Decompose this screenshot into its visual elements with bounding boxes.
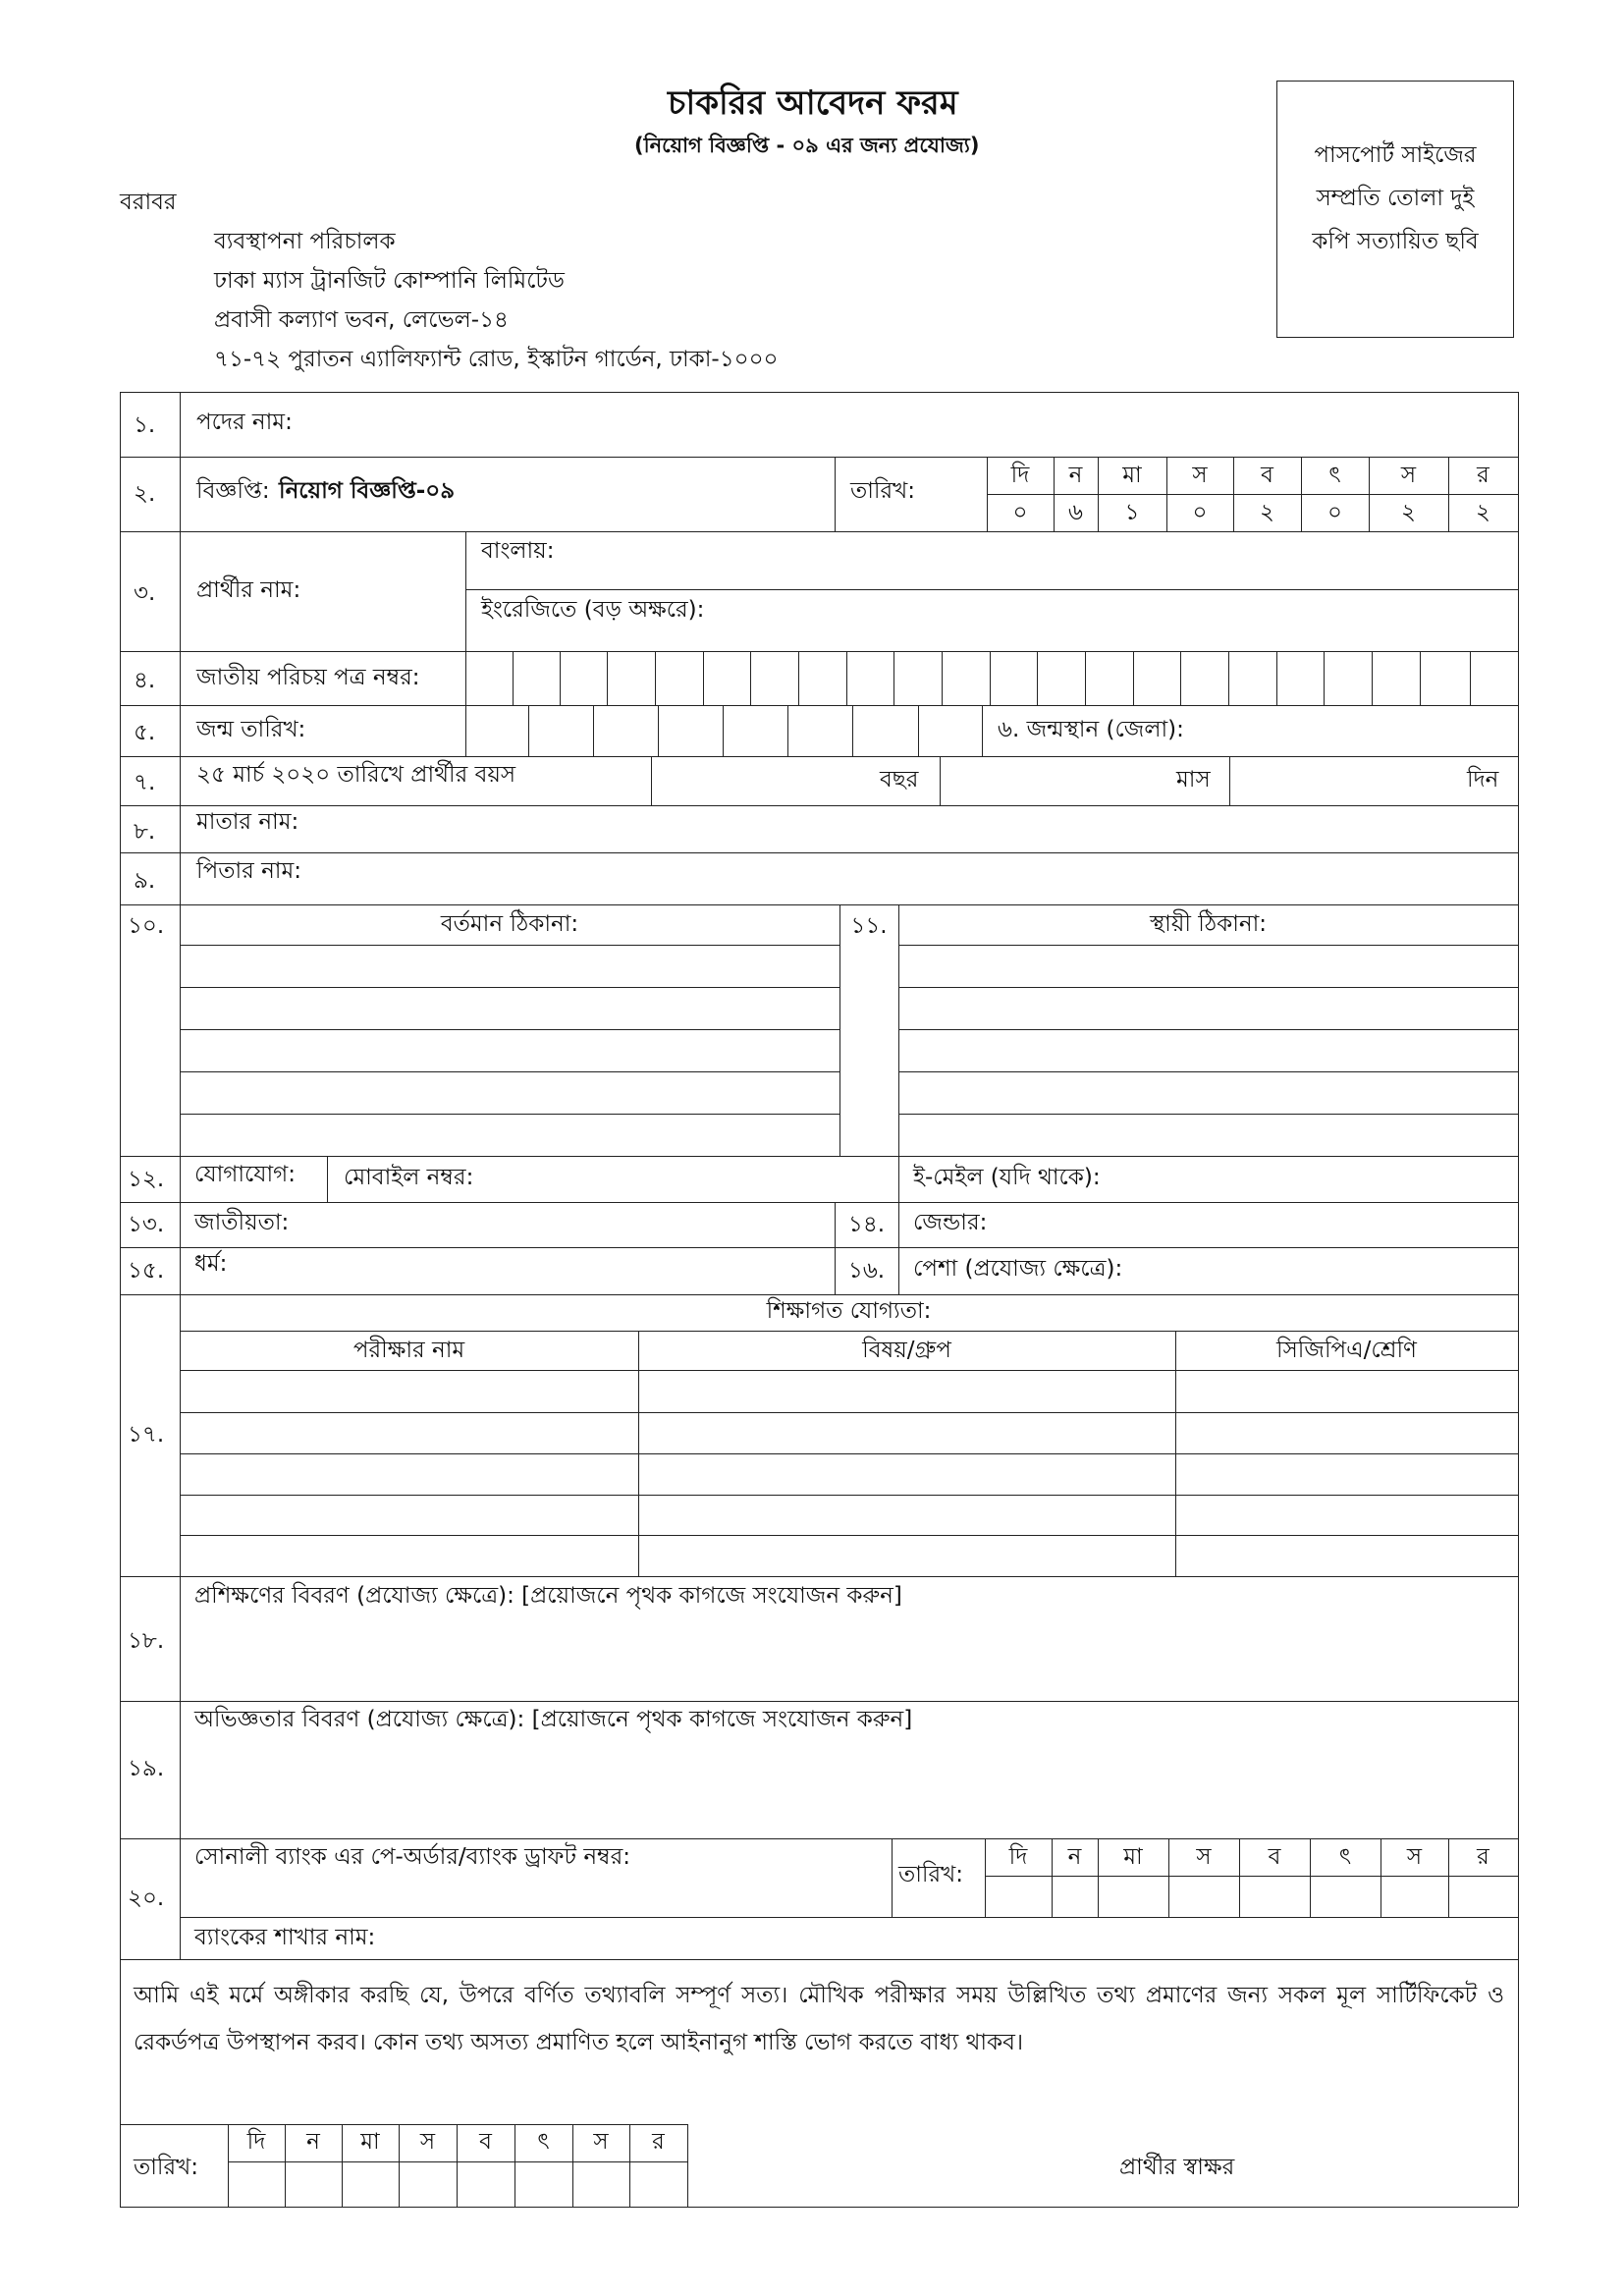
payorder-date-label: তারিখ: [898,1862,964,1887]
nationality-label: জাতীয়তা: [194,1210,290,1235]
photo-box [1276,81,1514,338]
photo-box-line-2: সম্প্রতি তোলা দুই [1316,186,1475,211]
permanent-address-label: স্থায়ী ঠিকানা: [1149,911,1268,937]
row-7-number: ৭. [134,770,156,795]
row-12-number: ১২. [128,1167,165,1192]
mother-name-label: মাতার নাম: [196,809,299,835]
occupation-label: পেশা (প্রযোজ্য ক্ষেত্রে): [913,1256,1123,1282]
declaration-text: আমি এই মর্মে অঙ্গীকার করছি যে, উপরে বর্ণিত তথ্যাবলি সম্পূর্ণ সত্য। মৌখিক পরীক্ষার সময় উল্লিখিত তথ্য প্রমাণের জন্য সকল মূল সার্টিফিকেট ও রেকর্ডপত্র উপস্থাপন করব। কোন তথ্য অসত্য প্রমাণিত হলে আইনানুগ শাস্তি ভোগ করতে বাধ্য থাকব। [134,1983,1504,2055]
footer-date-header-3: মা [360,2129,380,2155]
education-col-cgpa: সিজিপিএ/শ্রেণি [1276,1338,1417,1363]
name-bangla-field[interactable]: বাংলায়: [481,538,555,564]
applicant-name-label: প্রার্থীর নাম: [196,577,301,603]
contact-label: যোগাযোগ: [194,1162,296,1187]
row-10-number: ১০. [128,913,165,939]
age-label: ২৫ মার্চ ২০২০ তারিখে প্রার্থীর বয়স [196,762,516,788]
row-1-number: ১. [134,412,156,438]
photo-box-line-3: কপি সত্যায়িত ছবি [1312,229,1479,254]
gender-label: জেন্ডার: [913,1210,988,1235]
footer-date-header-1: দি [246,2129,266,2155]
education-col-exam: পরীক্ষার নাম [352,1338,465,1363]
education-title: শিক্ষাগত যোগ্যতা: [766,1298,932,1324]
education-col-subject: বিষয়/গ্রুপ [862,1338,951,1363]
age-month-label: মাস [1176,767,1211,793]
signature-label: প্রার্থীর স্বাক্ষর [1119,2155,1235,2180]
training-label: প্রশিক্ষণের বিবরণ (প্রযোজ্য ক্ষেত্রে): [প্রয়োজনে পৃথক কাগজে সংযোজন করুন] [194,1583,902,1609]
name-english-field[interactable]: ইংরেজিতে (বড় অক্ষরে): [481,597,705,623]
row-14-number: ১৪. [847,1212,886,1237]
date-header-month-1: মা [1122,463,1142,488]
circular-label: বিজ্ঞপ্তি: [196,478,270,504]
nid-label: জাতীয় পরিচয় পত্র নম্বর: [196,665,420,690]
date-value-day-2: ৬ [1068,500,1083,525]
row-3-number: ৩. [134,580,156,606]
present-address-label: বর্তমান ঠিকানা: [440,911,579,937]
date-header-day-2: ন [1068,463,1083,488]
date-header-year-2: ৎ [1328,463,1341,488]
row-4-number: ৪. [134,668,156,693]
row-11-number: ১১. [850,913,888,939]
payorder-label: সোনালী ব্যাংক এর পে-অর্ডার/ব্যাংক ড্রাফট নম্বর: [194,1844,630,1870]
post-name-label: পদের নাম: [196,410,293,435]
row-15-number: ১৫. [128,1258,165,1284]
row-13-number: ১৩. [128,1212,165,1237]
birthplace-field[interactable]: ৬. জন্মস্থান (জেলা): [998,717,1184,742]
form-title: চাকরির আবেদন ফরম [668,83,958,123]
footer-date-header-7: স [593,2129,609,2155]
date-value-year-3: ২ [1401,500,1416,525]
dob-label: জন্ম তারিখ: [196,717,306,742]
circular-date-label: তারিখ: [850,478,916,504]
footer-date-header-4: স [419,2129,436,2155]
address-line-1: ব্যবস্থাপনা পরিচালক [214,229,396,254]
row-20-number: ২০. [128,1886,165,1911]
footer-date-header-5: ব [479,2129,492,2155]
row-9-number: ৯. [134,868,156,894]
payorder-date-header-8: র [1477,1844,1489,1870]
date-value-day-1: ০ [1012,500,1028,525]
footer-date-label: তারিখ: [134,2155,199,2180]
row-18-number: ১৮. [128,1628,165,1654]
mobile-field[interactable]: মোবাইল নম্বর: [344,1165,474,1190]
payorder-date-header-7: স [1406,1844,1423,1870]
circular-value: নিয়োগ বিজ্ঞপ্তি-০৯ [279,478,456,504]
date-value-year-1: ২ [1260,500,1274,525]
religion-label: ধর্ম: [194,1251,228,1277]
age-day-label: দিন [1467,767,1499,793]
date-value-year-2: ০ [1327,500,1342,525]
row-17-number: ১৭. [128,1422,165,1448]
row-16-number: ১৬. [847,1258,886,1284]
footer-date-header-6: ৎ [537,2129,550,2155]
payorder-date-header-2: ন [1067,1844,1082,1870]
date-header-year-4: র [1477,463,1489,488]
footer-date-header-2: ন [306,2129,320,2155]
address-to: বরাবর [120,190,177,215]
date-value-year-4: ২ [1476,500,1490,525]
experience-label: অভিজ্ঞতার বিবরণ (প্রযোজ্য ক্ষেত্রে): [প্রয়োজনে পৃথক কাগজে সংযোজন করুন] [194,1707,913,1732]
date-header-day-1: দি [1010,463,1030,488]
age-year-label: বছর [880,767,919,793]
date-header-month-2: স [1192,463,1208,488]
row-8-number: ৮. [134,819,156,845]
payorder-date-header-3: মা [1123,1844,1143,1870]
row-19-number: ১৯. [128,1756,165,1781]
row-2-number: ২. [134,481,156,507]
date-value-month-2: ০ [1192,500,1208,525]
payorder-date-header-6: ৎ [1338,1844,1352,1870]
form-subtitle: (নিয়োগ বিজ্ঞপ্তি - ০৯ এর জন্য প্রযোজ্য) [634,134,980,157]
footer-date-header-8: র [652,2129,665,2155]
payorder-date-header-4: স [1196,1844,1212,1870]
photo-box-line-1: পাসপোর্ট সাইজের [1314,142,1477,168]
date-header-year-1: ব [1261,463,1273,488]
address-line-3: প্রবাসী কল্যাণ ভবন, লেভেল-১৪ [214,307,509,333]
bank-branch-label: ব্যাংকের শাখার নাম: [194,1925,376,1950]
email-field[interactable]: ই-মেইল (যদি থাকে): [913,1165,1101,1190]
date-value-month-1: ১ [1124,500,1140,525]
payorder-date-header-1: দি [1008,1844,1028,1870]
father-name-label: পিতার নাম: [196,858,301,884]
date-header-year-3: স [1400,463,1417,488]
address-line-4: ৭১-৭২ পুরাতন এ্যালিফ্যান্ট রোড, ইস্কাটন গার্ডেন, ঢাকা-১০০০ [214,347,779,372]
payorder-date-header-5: ব [1268,1844,1281,1870]
address-line-2: ঢাকা ম্যাস ট্রানজিট কোম্পানি লিমিটেড [214,268,565,294]
row-5-number: ৫. [134,720,156,745]
